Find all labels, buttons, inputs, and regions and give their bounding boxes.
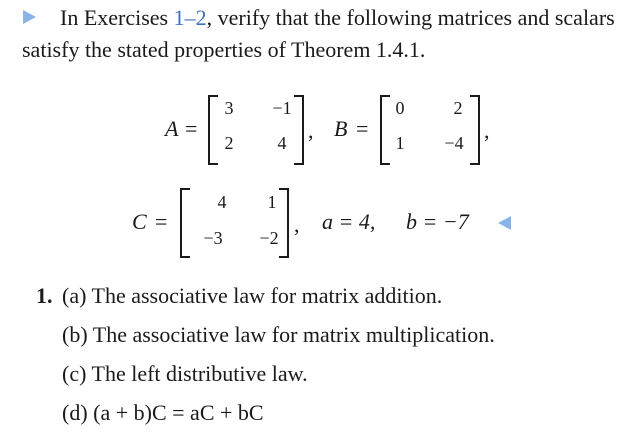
matrix-B-r2c1: 1 — [395, 133, 405, 153]
matrix-A-r1c2: −1 — [272, 98, 292, 118]
exercise-item-d: (d) (a + b)C = aC + bC — [62, 400, 264, 425]
matrix-C-comma: , — [294, 212, 300, 237]
intro-line-1 — [60, 7, 615, 29]
intro-line-2: satisfy the stated properties of Theorem 1.4.1. — [22, 37, 426, 62]
matrix-C-r2c2: −2 — [259, 228, 279, 248]
matrix-C-left-bracket — [180, 188, 190, 258]
matrix-C-r2c1: −3 — [203, 228, 223, 248]
matrix-B-right-bracket — [470, 95, 480, 165]
exercise-item-a: (a) The associative law for matrix addition. — [62, 283, 443, 308]
intro-rest: , verify that the following matrices and scalars — [206, 5, 615, 30]
matrix-B-r1c1: 0 — [395, 98, 405, 118]
matrix-A-r2c1: 2 — [224, 133, 234, 153]
matrix-A-comma: , — [308, 118, 314, 143]
section-start-marker-icon — [23, 10, 36, 24]
matrix-C-equals: = — [155, 209, 168, 234]
exercise-range-link[interactable]: 1–2 — [173, 5, 207, 30]
matrix-A-r1c1: 3 — [224, 98, 234, 118]
matrix-C-right-bracket — [279, 188, 289, 258]
matrix-A-label: A — [165, 116, 179, 141]
matrix-B-r1c2: 2 — [453, 98, 463, 118]
intro-lead: In Exercises — [60, 5, 174, 30]
matrix-C-r1c1: 4 — [217, 192, 227, 212]
scalar-a: a = 4, — [322, 209, 376, 234]
matrix-B-r2c2: −4 — [444, 133, 464, 153]
matrix-B-equals: = — [356, 116, 369, 141]
matrix-B-label: B — [334, 116, 348, 141]
matrix-C-label: C — [132, 209, 147, 234]
matrix-A-right-bracket — [294, 95, 304, 165]
matrix-C-r1c2: 1 — [267, 192, 277, 212]
scalar-b: b = −7 — [406, 209, 469, 234]
exercise-item-b: (b) The associative law for matrix multiplication. — [62, 322, 495, 347]
matrix-B-comma: , — [484, 118, 490, 143]
exercise-item-c: (c) The left distributive law. — [62, 361, 308, 386]
matrix-A-r2c2: 4 — [277, 133, 287, 153]
matrix-A-equals: = — [185, 116, 198, 141]
section-end-marker-icon — [498, 216, 511, 230]
exercise-number: 1. — [36, 283, 53, 308]
